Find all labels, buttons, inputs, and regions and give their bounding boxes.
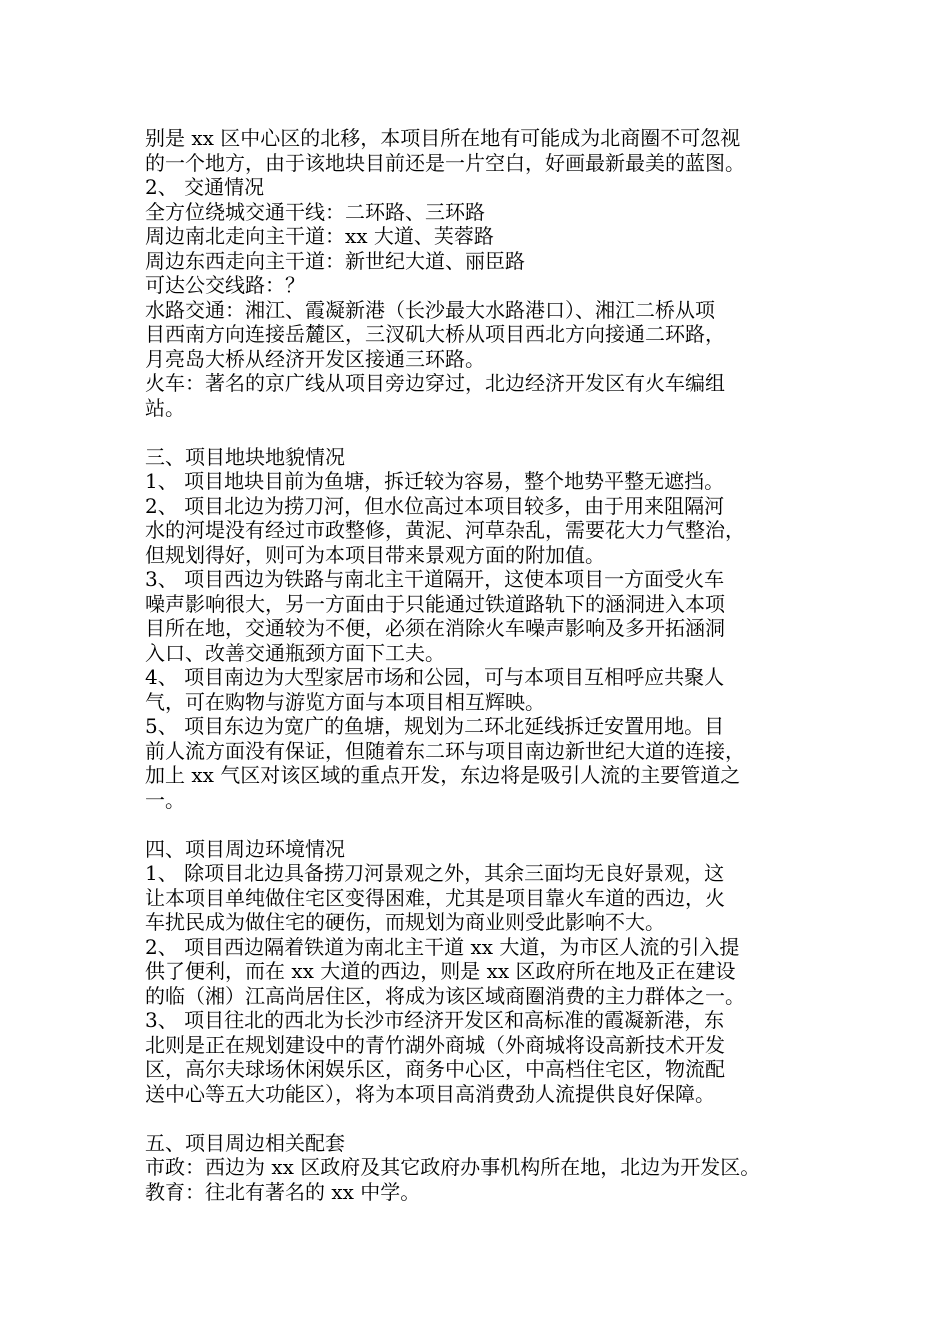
text-line: 五、项目周边相关配套 [145,1130,345,1155]
text-line: 四、项目周边环境情况 [145,836,345,861]
text-line: 前人流方面没有保证，但随着东二环与项目南边新世纪大道的连接， [145,738,745,763]
text-line: 1、 除项目北边具备捞刀河景观之外，其余三面均无良好景观，这 [145,861,725,885]
text-line: 水路交通：湘江、霞凝新港（长沙最大水路港口）、湘江二桥从项 [145,297,715,322]
text-line: 1、 项目地块目前为鱼塘，拆迁较为容易，整个地势平整无遮挡。 [145,469,725,493]
blank-line [145,420,815,445]
text-line: 的一个地方，由于该地块目前还是一片空白，好画最新最美的蓝图。 [145,150,745,175]
text-line: 加上 xx 气区对该区域的重点开发，东边将是吸引人流的主要管道之 [145,763,741,787]
text-line: 3、 项目往北的西北为长沙市经济开发区和高标准的霞凝新港，东 [145,1008,725,1032]
text-line: 车扰民成为做住宅的硬伤，而规划为商业则受此影响不大。 [145,910,665,934]
text-line: 教育：往北有著名的 xx 中学。 [145,1179,421,1204]
text-line: 一。 [145,787,185,812]
text-line: 北则是正在规划建设中的青竹湖外商城（外商城将设高新技术开发 [145,1032,725,1057]
text-line: 目西南方向连接岳麓区，三汊矶大桥从项目西北方向接通二环路， [145,322,725,346]
text-line: 气，可在购物与游览方面与本项目相互辉映。 [145,689,545,714]
text-line: 2、 项目北边为捞刀河，但水位高过本项目较多，由于用来阻隔河 [145,493,725,518]
text-line: 目所在地，交通较为不便，必须在消除火车噪声影响及多开拓涵洞 [145,616,725,640]
text-line: 4、 项目南边为大型家居市场和公园，可与本项目互相呼应共聚人 [145,665,725,689]
document-body [145,126,815,1204]
text-line: 2、 交通情况 [145,175,265,199]
text-line: 全方位绕城交通干线：二环路、三环路 [145,199,485,224]
text-line: 三、项目地块地貌情况 [145,444,345,469]
text-line: 别是 xx 区中心区的北移，本项目所在地有可能成为北商圈不可忽视 [145,126,741,150]
text-line: 送中心等五大功能区），将为本项目高消费劲人流提供良好保障。 [145,1081,715,1106]
text-line: 周边南北走向主干道：xx 大道、芙蓉路 [145,224,494,248]
text-line: 水的河堤没有经过市政整修，黄泥、河草杂乱，需要花大力气整治， [145,518,745,542]
text-line: 让本项目单纯做住宅区变得困难，尤其是项目靠火车道的西边，火 [145,885,725,910]
text-line: 火车：著名的京广线从项目旁边穿过，北边经济开发区有火车编组 [145,371,725,395]
text-line: 周边东西走向主干道：新世纪大道、丽臣路 [145,248,525,273]
text-line: 可达公交线路：？ [145,273,305,297]
text-line: 的临（湘）江高尚居住区，将成为该区域商圈消费的主力群体之一。 [145,983,745,1008]
text-line: 3、 项目西边为铁路与南北主干道隔开，这使本项目一方面受火车 [145,567,725,591]
text-line: 区，高尔夫球场休闲娱乐区，商务中心区，中高档住宅区，物流配 [145,1057,725,1081]
text-line: 噪声影响很大，另一方面由于只能通过铁道路轨下的涵洞进入本项 [145,591,725,616]
text-line: 2、 项目西边隔着铁道为南北主干道 xx 大道，为市区人流的引入提 [145,934,740,959]
text-line: 站。 [145,395,185,420]
text-line: 月亮岛大桥从经济开发区接通三环路。 [145,346,485,371]
blank-line [145,1106,815,1131]
text-line: 5、 项目东边为宽广的鱼塘，规划为二环北延线拆迁安置用地。目 [145,714,725,738]
text-line: 供了便利，而在 xx 大道的西边，则是 xx 区政府所在地及正在建设 [145,959,736,983]
text-line: 但规划得好，则可为本项目带来景观方面的附加值。 [145,542,605,567]
blank-line [145,812,815,837]
text-line: 市政：西边为 xx 区政府及其它政府办事机构所在地，北边为开发区。 [145,1155,761,1179]
text-line: 入口、改善交通瓶颈方面下工夫。 [145,640,445,665]
